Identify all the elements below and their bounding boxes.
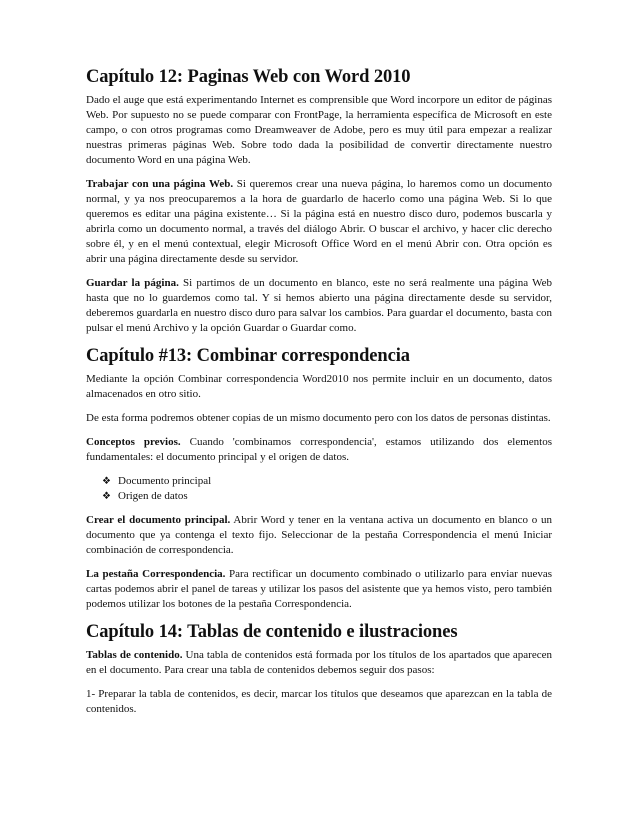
save-page-text: Si partimos de un documento en blanco, este no será realmente una página Web hasta que no lo guardemos como tal. Y si hemos abierto una página directamente desde su servidor, deberemos guardarla en nuestro disco duro para salvar los cambios. Para guardar el documento, basta con pulsar el menú Archivo y la opción Guardar o Guardar como. <box>86 277 552 334</box>
chapter-13-heading: Capítulo #13: Combinar correspondencia <box>86 346 410 366</box>
chapter-14-heading: Capítulo 14: Tablas de contenido e ilustraciones <box>86 622 458 642</box>
chapter-13-copies-paragraph: De esta forma podremos obtener copias de un mismo documento pero con los datos de personas distintas. <box>86 412 551 424</box>
diamond-bullet-icon: ❖ <box>102 476 111 487</box>
chapter-14-toc-paragraph <box>86 648 552 678</box>
save-page-term: Guardar la página. <box>86 277 179 289</box>
web-page-text: Si queremos crear una nueva página, lo haremos como un documento normal, y ya nos preocuparemos a la hora de guardarlo de hacerlo como una página Web. Si lo que queremos es editar una página existente… Si la página está en nuestro disco duro, podemos buscarla y abrirla como un documento normal, a través del diálogo Abrir. O buscar el archivo, y hacer clic derecho sobre él, y en el menú contextual, elegir Microsoft Office Word en el menú Abrir con. Otra opción es abrir una página directamente desde su servidor. <box>86 178 552 265</box>
correspondence-tab-term: La pestaña Correspondencia. <box>86 568 226 580</box>
chapter-12-intro-paragraph: Dado el auge que está experimentando Internet es comprensible que Word incorpore un editor de páginas Web. Por supuesto no se puede comparar con FrontPage, la herramienta específica de Microsoft en este campo, o con otros programas como Dreamweaver de Adobe, pero es muy útil para empezar a realizar nuestras primeras páginas Web. Sobre todo dada la posibilidad de convertir directamente nuestro documento Word en una página Web. <box>86 94 552 166</box>
main-document-term: Crear el documento principal. <box>86 514 231 526</box>
chapter-13-correspondence-tab-paragraph <box>86 567 552 612</box>
list-item <box>102 474 552 489</box>
chapter-13-main-document-paragraph <box>86 513 552 558</box>
chapter-14-step-one-paragraph: 1- Preparar la tabla de contenidos, es decir, marcar los títulos que deseamos que aparezcan en la tabla de contenidos. <box>86 688 552 715</box>
chapter-13-concepts-paragraph <box>86 435 552 465</box>
diamond-bullet-icon: ❖ <box>102 491 111 502</box>
elements-bullet-list <box>86 474 552 504</box>
list-item-label: Origen de datos <box>118 490 188 502</box>
document-page <box>86 66 552 726</box>
toc-term: Tablas de contenido. <box>86 649 183 661</box>
main-document-text: Abrir Word y tener en la ventana activa un documento en blanco o un documento que ya contenga el texto fijo. Seleccionar de la pestaña Correspondencia el menú Iniciar combinación de correspondencia. <box>86 514 552 556</box>
chapter-12-heading: Capítulo 12: Paginas Web con Word 2010 <box>86 67 411 87</box>
list-item-label: Documento principal <box>118 475 212 487</box>
concepts-term: Conceptos previos. <box>86 436 181 448</box>
chapter-12-web-page-paragraph <box>86 177 552 267</box>
chapter-13-intro-paragraph: Mediante la opción Combinar correspondencia Word2010 nos permite incluir en un documento, datos almacenados en otro sitio. <box>86 373 552 400</box>
toc-text: Una tabla de contenidos está formada por los títulos de los apartados que aparecen en el documento. Para crear una tabla de contenidos debemos seguir dos pasos: <box>86 649 552 676</box>
correspondence-tab-text: Para rectificar un documento combinado o utilizarlo para enviar nuevas cartas podemos abrir el panel de tareas y utilizar los pasos del asistente que ya hemos visto, pero también podemos utilizar los botones de la pestaña Correspondencia. <box>86 568 552 610</box>
chapter-12-save-page-paragraph <box>86 276 552 336</box>
list-item <box>102 489 552 504</box>
web-page-term: Trabajar con una página Web. <box>86 178 234 190</box>
concepts-text: Cuando 'combinamos correspondencia', estamos utilizando dos elementos fundamentales: el documento principal y el origen de datos. <box>86 436 552 463</box>
